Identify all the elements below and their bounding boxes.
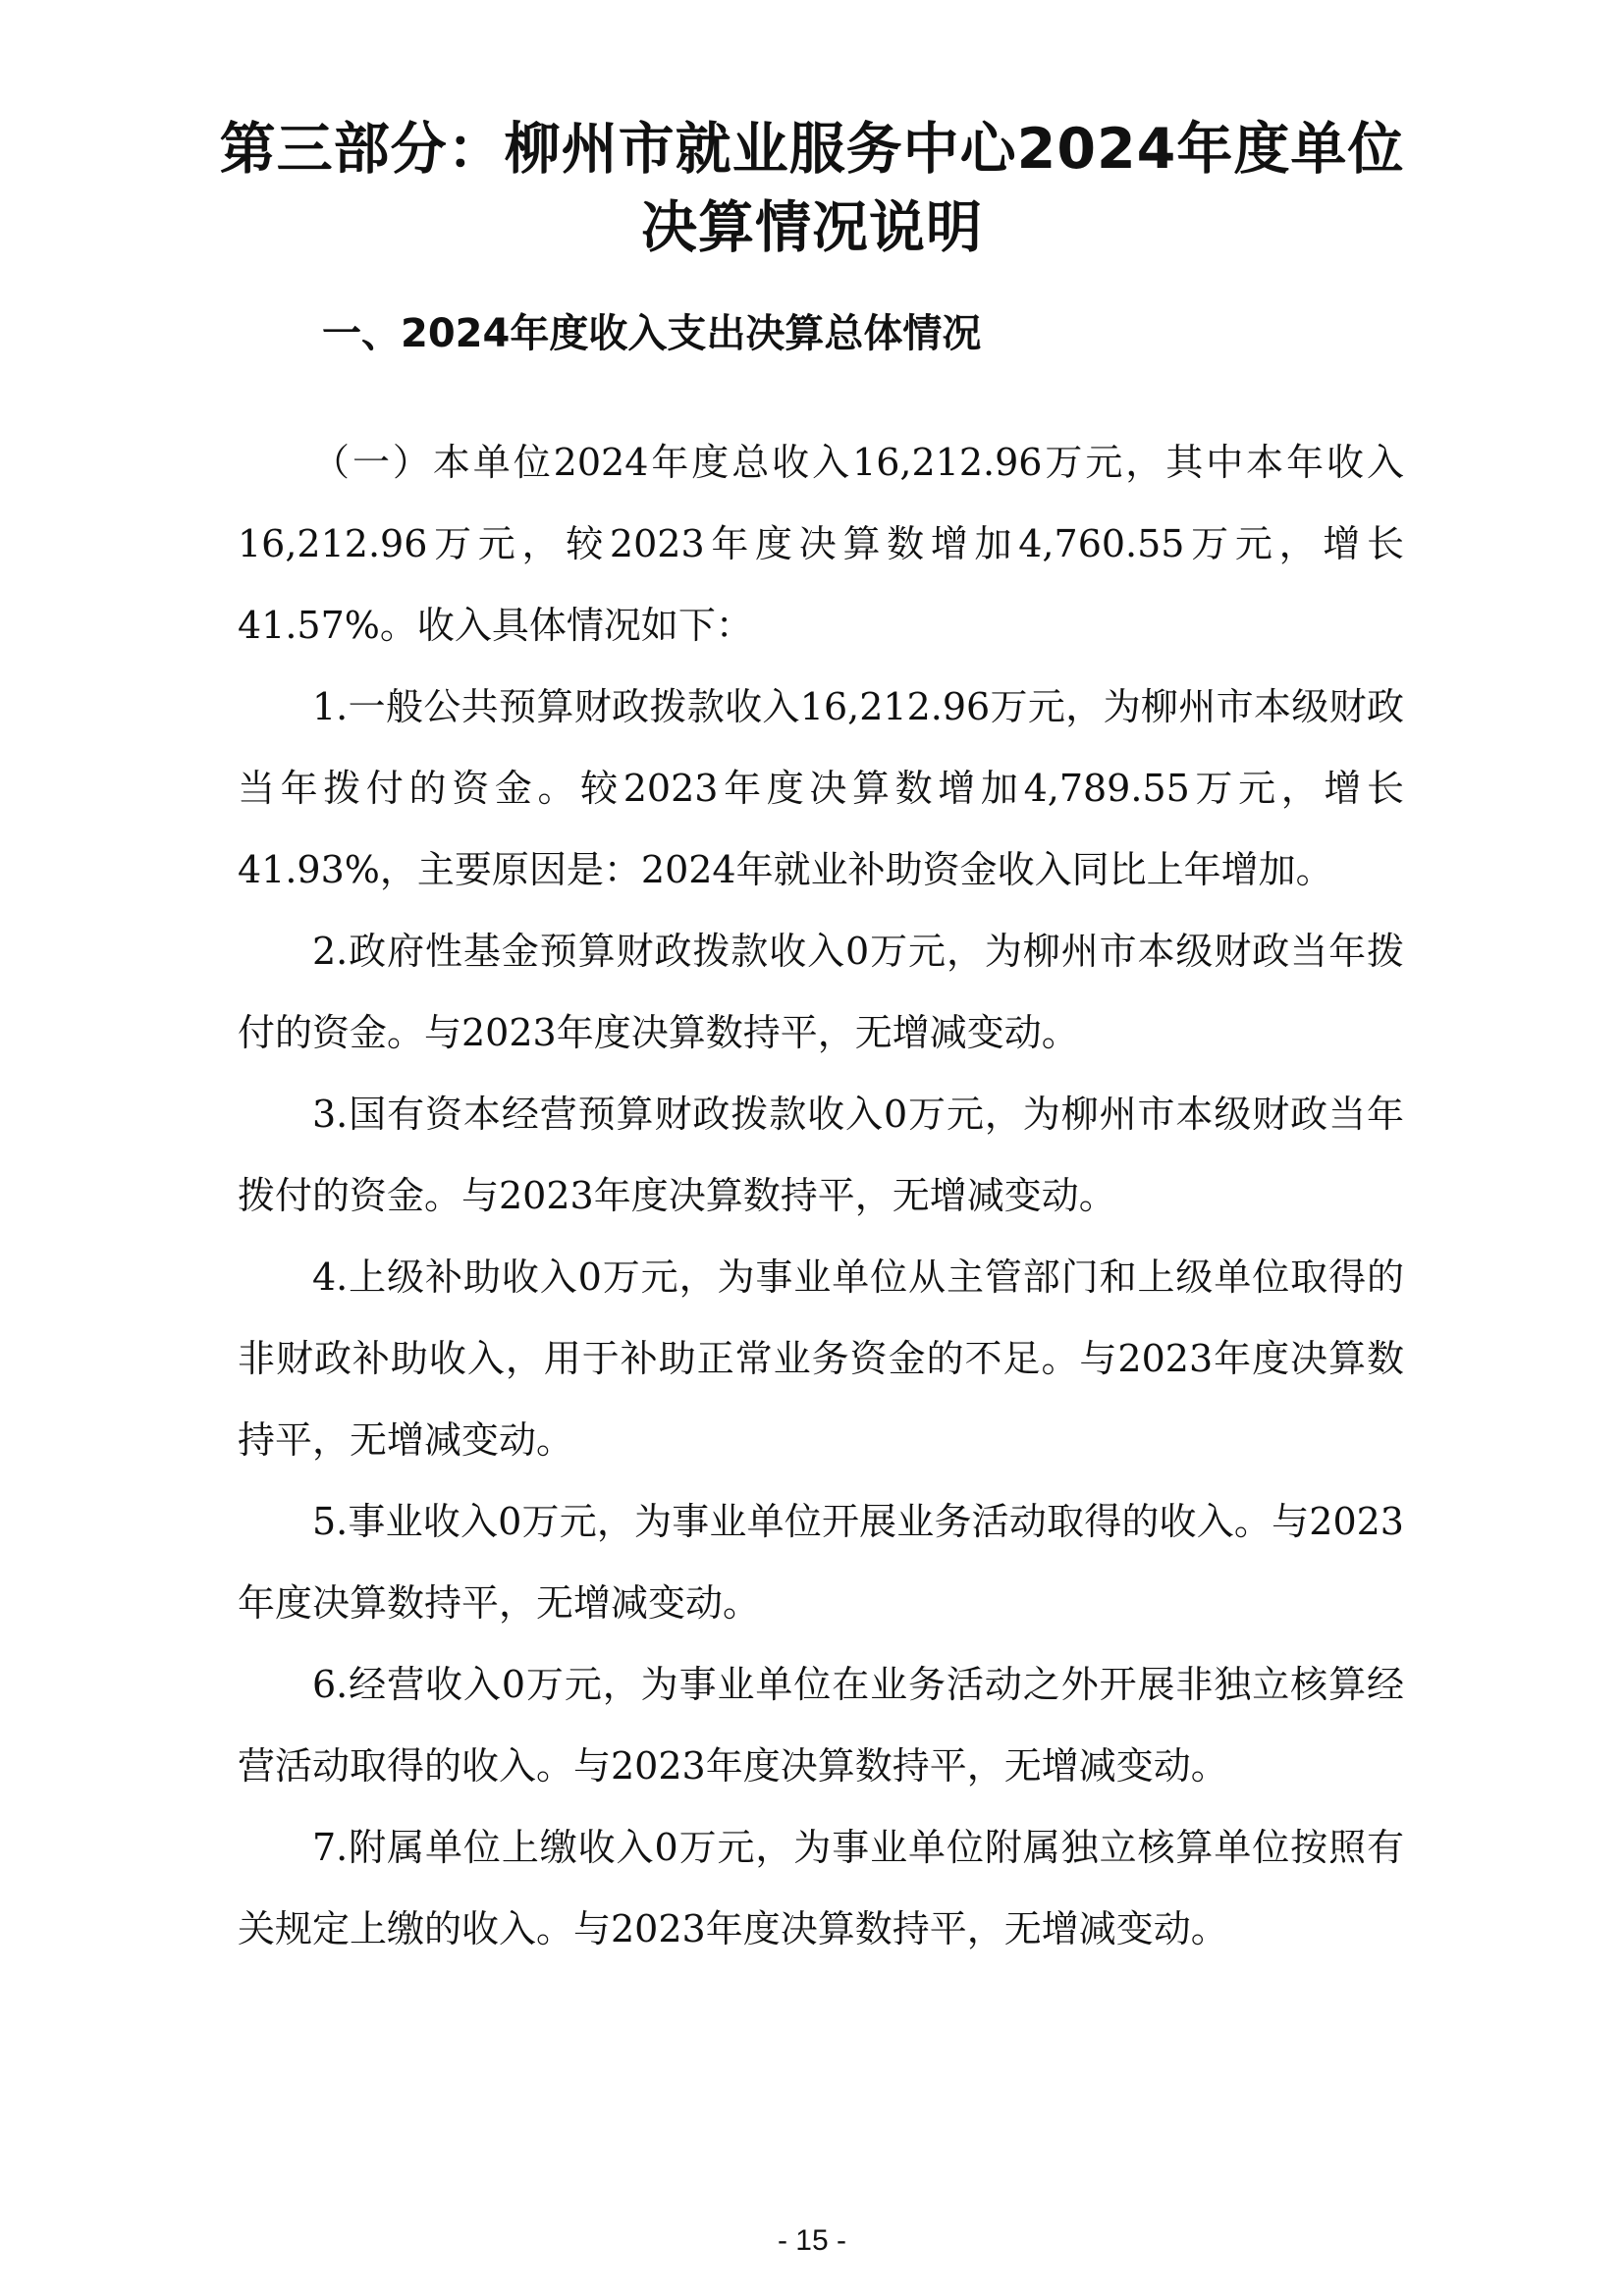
page-number: - 15 -	[777, 2224, 847, 2257]
paragraph-operating-income: 6.经营收入0万元，为事业单位在业务活动之外开展非独立核算经营活动取得的收入。与2023年度决算数持平，无增减变动。	[238, 1663, 1404, 1788]
page-title: 第三部分：柳州市就业服务中心2024年度单位决算情况说明	[219, 117, 1405, 260]
section-heading: 一、2024年度收入支出决算总体情况	[322, 311, 982, 356]
paragraph-general-budget: 1.一般公共预算财政拨款收入16,212.96万元，为柳州市本级财政当年拨付的资金。较2023年度决算数增加4,789.55万元，增长41.93%，主要原因是：2024年就业补助资金收入同比上年增加。	[238, 685, 1404, 891]
paragraph-government-fund: 2.政府性基金预算财政拨款收入0万元，为柳州市本级财政当年拨付的资金。与2023年度决算数持平，无增减变动。	[238, 930, 1404, 1054]
paragraph-total-income: （一）本单位2024年度总收入16,212.96万元，其中本年收入16,212.96万元，较2023年度决算数增加4,760.55万元，增长41.57%。收入具体情况如下：	[238, 441, 1404, 647]
paragraph-superior-subsidy: 4.上级补助收入0万元，为事业单位从主管部门和上级单位取得的非财政补助收入，用于补助正常业务资金的不足。与2023年度决算数持平，无增减变动。	[238, 1255, 1404, 1462]
paragraph-affiliated-income: 7.附属单位上缴收入0万元，为事业单位附属独立核算单位按照有关规定上缴的收入。与2023年度决算数持平，无增减变动。	[238, 1826, 1404, 1950]
body-text	[238, 422, 1404, 1970]
paragraph-state-capital: 3.国有资本经营预算财政拨款收入0万元，为柳州市本级财政当年拨付的资金。与2023年度决算数持平，无增减变动。	[238, 1093, 1404, 1217]
paragraph-business-income: 5.事业收入0万元，为事业单位开展业务活动取得的收入。与2023年度决算数持平，无增减变动。	[238, 1500, 1404, 1625]
